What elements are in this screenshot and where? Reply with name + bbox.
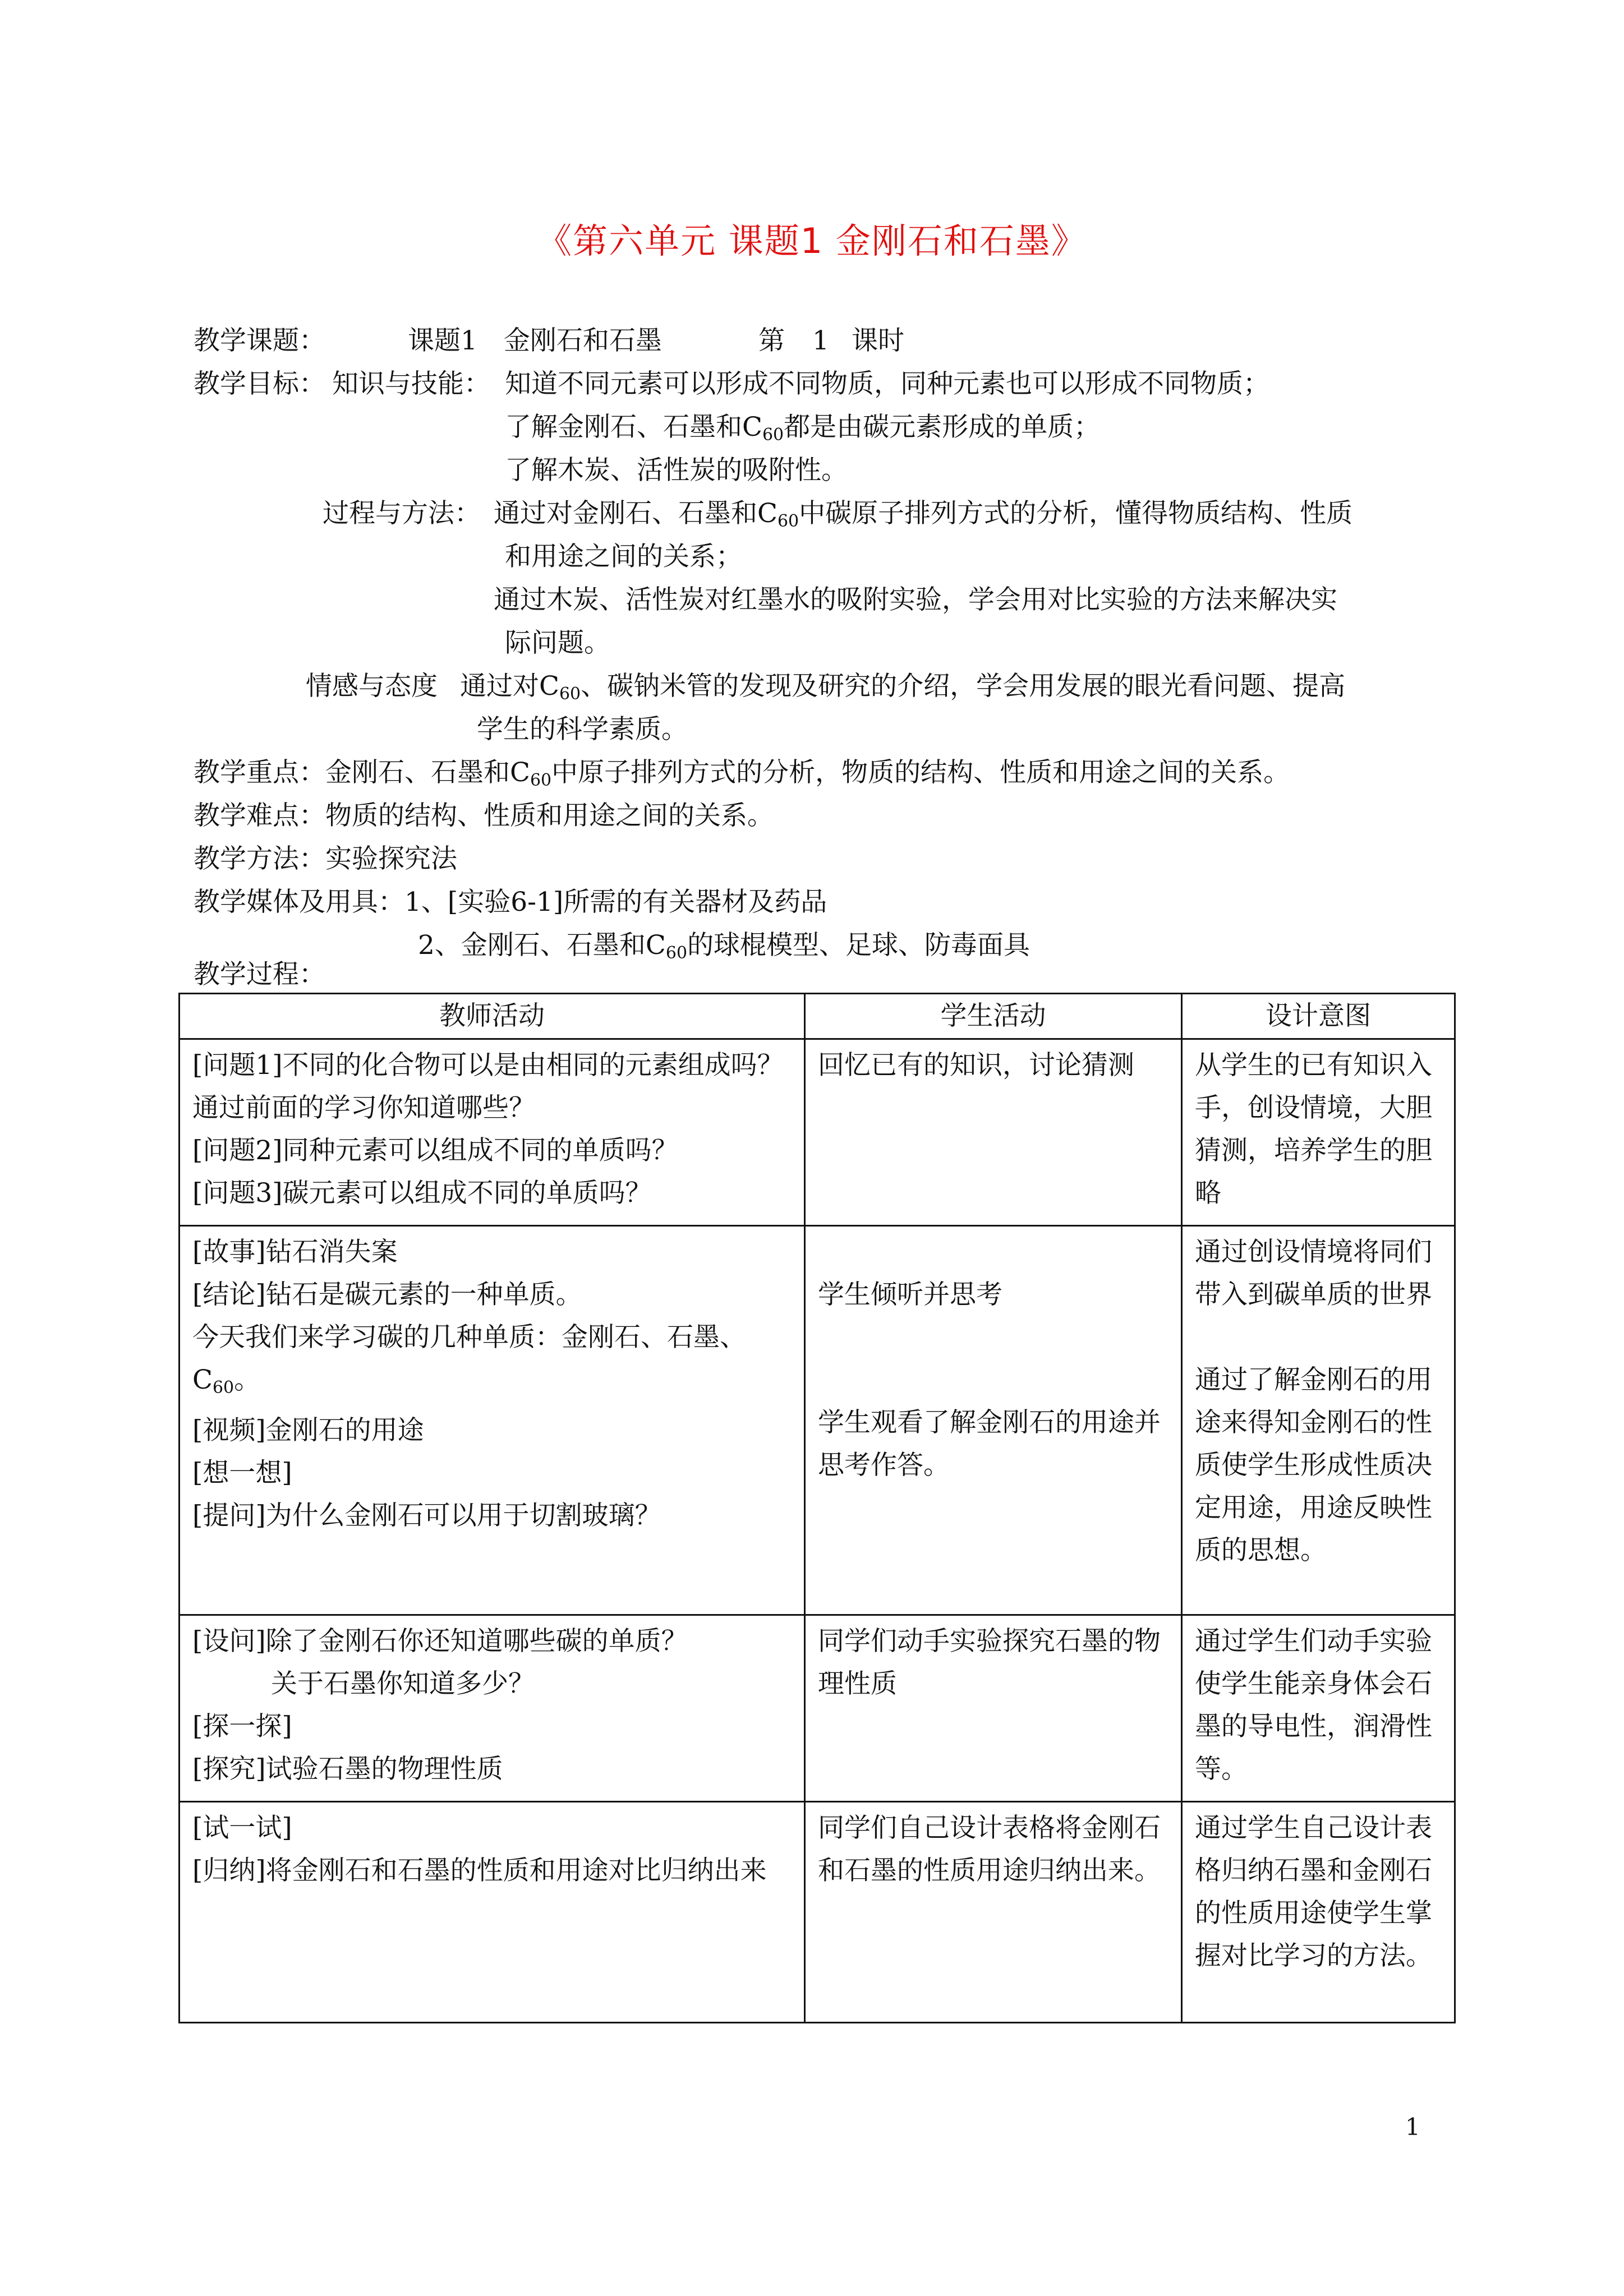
header-student: 学生活动: [805, 994, 1182, 1039]
student-cell: [805, 1226, 1182, 1615]
cell-line: 通过创设情境将同们带入到碳单质的世界: [1195, 1237, 1432, 1310]
table-header-row: [180, 994, 1455, 1039]
cell-line: 回忆已有的知识，讨论猜测: [818, 1050, 1134, 1081]
media-line-2: 2、金刚石、石墨和$C_{60}$的球棍模型、足球、防毒面具: [418, 930, 1030, 963]
student-cell: [805, 1615, 1182, 1802]
table-row: [180, 1615, 1455, 1802]
cell-line: 关于石墨你知道多少？: [271, 1668, 535, 1699]
cell-line: 通过了解金刚石的用途来得知金刚石的性质使学生形成性质决定用途，用途反映性质的思想。: [1195, 1364, 1432, 1566]
period-di: 第: [758, 325, 785, 356]
teacher-cell: [180, 1039, 805, 1226]
knowledge-line-1: 知道不同元素可以形成不同物质，同种元素也可以形成不同物质；: [505, 368, 1269, 399]
knowledge-label: 知识与技能：: [332, 368, 490, 399]
cell-line: 今天我们来学习碳的几种单质：金刚石、石墨、$C_{60}$。: [192, 1322, 746, 1398]
cell-line: 同学们自己设计表格将金刚石和石墨的性质用途归纳出来。: [818, 1813, 1161, 1886]
process-line-1: 通过对金刚石、石墨和$C_{60}$中碳原子排列方式的分析，懂得物质结构、性质: [494, 498, 1353, 531]
teacher-cell: [180, 1226, 805, 1615]
table-row: [180, 1039, 1455, 1226]
cell-line: 学生倾听并思考: [818, 1279, 1002, 1310]
cell-line: [问题3]碳元素可以组成不同的单质吗？: [192, 1178, 652, 1209]
student-cell: [805, 1039, 1182, 1226]
cell-line: [设问]除了金刚石你还知道哪些碳的单质？: [192, 1626, 688, 1657]
teaching-process-table: [178, 993, 1456, 2023]
cell-line: [试一试]: [192, 1813, 292, 1843]
difficulty: 教学难点：物质的结构、性质和用途之间的关系。: [194, 800, 774, 831]
cell-line: [故事]钻石消失案: [192, 1237, 398, 1267]
teaching-method: 教学方法：实验探究法: [194, 843, 457, 874]
topic-label: 教学课题：: [194, 325, 325, 356]
header-teacher: 教师活动: [180, 994, 805, 1039]
cell-line: [问题1]不同的化合物可以是由相同的元素组成吗？通过前面的学习你知道哪些？: [192, 1050, 784, 1123]
design-cell: [1182, 1226, 1455, 1615]
design-cell: [1182, 1802, 1455, 2023]
knowledge-line-3: 了解木炭、活性炭的吸附性。: [505, 455, 848, 486]
period-unit: 课时: [852, 325, 904, 356]
period-num: 1: [812, 325, 829, 356]
attitude-line-2: 学生的科学素质。: [477, 714, 688, 745]
page-number: 1: [1405, 2113, 1420, 2141]
cell-line: 通过学生们动手实验使学生能亲身体会石墨的导电性，润滑性等。: [1195, 1626, 1432, 1785]
key-point: 教学重点：金刚石、石墨和$C_{60}$中原子排列方式的分析，物质的结构、性质和用途之间的关系。: [194, 757, 1290, 790]
teacher-cell: [180, 1615, 805, 1802]
teacher-cell: [180, 1802, 805, 2023]
cell-line: [探一探]: [192, 1711, 292, 1742]
student-cell: [805, 1802, 1182, 2023]
cell-line: [想一想]: [192, 1458, 292, 1488]
table-row: [180, 1802, 1455, 2023]
cell-line: [问题2]同种元素可以组成不同的单质吗？: [192, 1135, 678, 1166]
knowledge-line-2: 了解金刚石、石墨和$C_{60}$都是由碳元素形成的单质；: [505, 412, 1101, 445]
cell-line: 学生观看了解金刚石的用途并思考作答。: [818, 1407, 1161, 1481]
cell-line: 通过学生自己设计表格归纳石墨和金刚石的性质用途使学生掌握对比学习的方法。: [1195, 1813, 1432, 1971]
process-line-3: 通过木炭、活性炭对红墨水的吸附实验，学会用对比实验的方法来解决实: [494, 584, 1337, 615]
process-label: 过程与方法：: [323, 498, 481, 529]
process-line-4: 际问题。: [505, 628, 610, 658]
topic-name: 课题1 金刚石和石墨: [408, 325, 662, 356]
cell-line: [探究]试验石墨的物理性质: [192, 1754, 503, 1785]
page-title: 《第六单元 课题1 金刚石和石墨》: [537, 220, 1087, 261]
design-cell: [1182, 1615, 1455, 1802]
attitude-line-1: 通过对$C_{60}$、碳钠米管的发现及研究的介绍，学会用发展的眼光看问题、提高: [460, 671, 1346, 704]
cell-line: 从学生的已有知识入手，创设情境，大胆猜测，培养学生的胆略: [1195, 1050, 1432, 1209]
table-row: [180, 1226, 1455, 1615]
objectives-label: 教学目标：: [194, 368, 325, 399]
cell-line: [视频]金刚石的用途: [192, 1415, 424, 1446]
design-cell: [1182, 1039, 1455, 1226]
media-line-1: 教学媒体及用具：1、[实验6-1]所需的有关器材及药品: [194, 887, 827, 918]
cell-line: [提问]为什么金刚石可以用于切割玻璃？: [192, 1500, 661, 1531]
header-design: 设计意图: [1182, 994, 1455, 1039]
attitude-label: 情感与态度: [306, 671, 438, 702]
process-section-label: 教学过程：: [194, 959, 325, 990]
cell-line: 同学们动手实验探究石墨的物理性质: [818, 1626, 1161, 1699]
cell-line: [归纳]将金刚石和石墨的性质和用途对比归纳出来: [192, 1855, 767, 1886]
cell-line: [结论]钻石是碳元素的一种单质。: [192, 1279, 582, 1310]
process-line-2: 和用途之间的关系；: [505, 541, 742, 572]
